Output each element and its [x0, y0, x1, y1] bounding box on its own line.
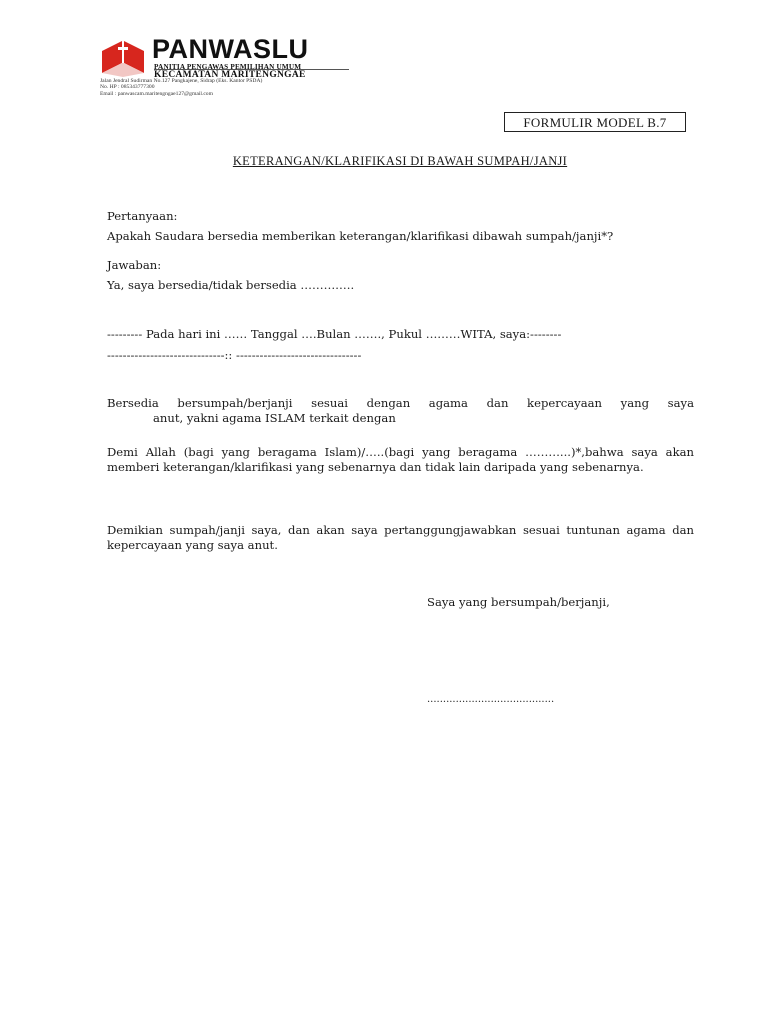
oath-paragraph-1-line-2: anut, yakni agama ISLAM terkait dengan [153, 411, 396, 425]
document-title: KETERANGAN/KLARIFIKASI DI BAWAH SUMPAH/JANJI [232, 154, 568, 168]
oath-paragraph-2: Demi Allah (bagi yang beragama Islam)/…..(bagi yang beragama ………...)*,bahwa saya akan memberi keterangan/klarifikasi yang sebenarnya dan tidak lain daripada yang sebenarnya. [107, 445, 694, 474]
org-subtitle: PANITIA PENGAWAS PEMILIHAN UMUM [154, 63, 302, 71]
signature-label: Saya yang bersumpah/berjanji, [427, 595, 610, 609]
oath-paragraph-1-line-1: Bersedia bersumpah/berjanji sesuai dengan agama dan kepercayaan yang saya [107, 396, 694, 410]
answer-label: Jawaban: [107, 258, 162, 272]
panwaslu-logo-icon [100, 37, 146, 77]
answer-text: Ya, saya bersedia/tidak bersedia ………….. [107, 278, 355, 292]
date-line-2: ------------------------------:: -------------------------------- [107, 348, 362, 362]
letterhead-contact [100, 78, 262, 97]
org-name: PANWASLU [152, 34, 309, 64]
letterhead-phone: No. HP : 085343777300 [100, 84, 155, 91]
question-label: Pertanyaan: [107, 209, 178, 223]
form-code-box: FORMULIR MODEL B.7 [504, 112, 686, 132]
signature-blank-line: ........................................ [427, 694, 555, 705]
closing-paragraph: Demikian sumpah/janji saya, dan akan saya pertanggungjawabkan sesuai tuntunan agama dan kepercayaan yang saya anut. [107, 523, 694, 552]
date-line-1: --------- Pada hari ini …… Tanggal ….Bulan ……., Pukul ………WITA, saya:-------- [107, 327, 562, 341]
letterhead-email: Email : panwascam.maritengngae127@gmail.com [100, 90, 213, 97]
letterhead-address: Jalan Jendral Sudirman No.127 Pangkajene, Sidrap (Eks. Kantor PSDA) [100, 78, 263, 84]
org-district: KECAMATAN MARITENGNGAE [154, 70, 306, 80]
letterhead [100, 34, 352, 98]
question-text: Apakah Saudara bersedia memberikan keterangan/klarifikasi dibawah sumpah/janji*? [107, 229, 614, 243]
